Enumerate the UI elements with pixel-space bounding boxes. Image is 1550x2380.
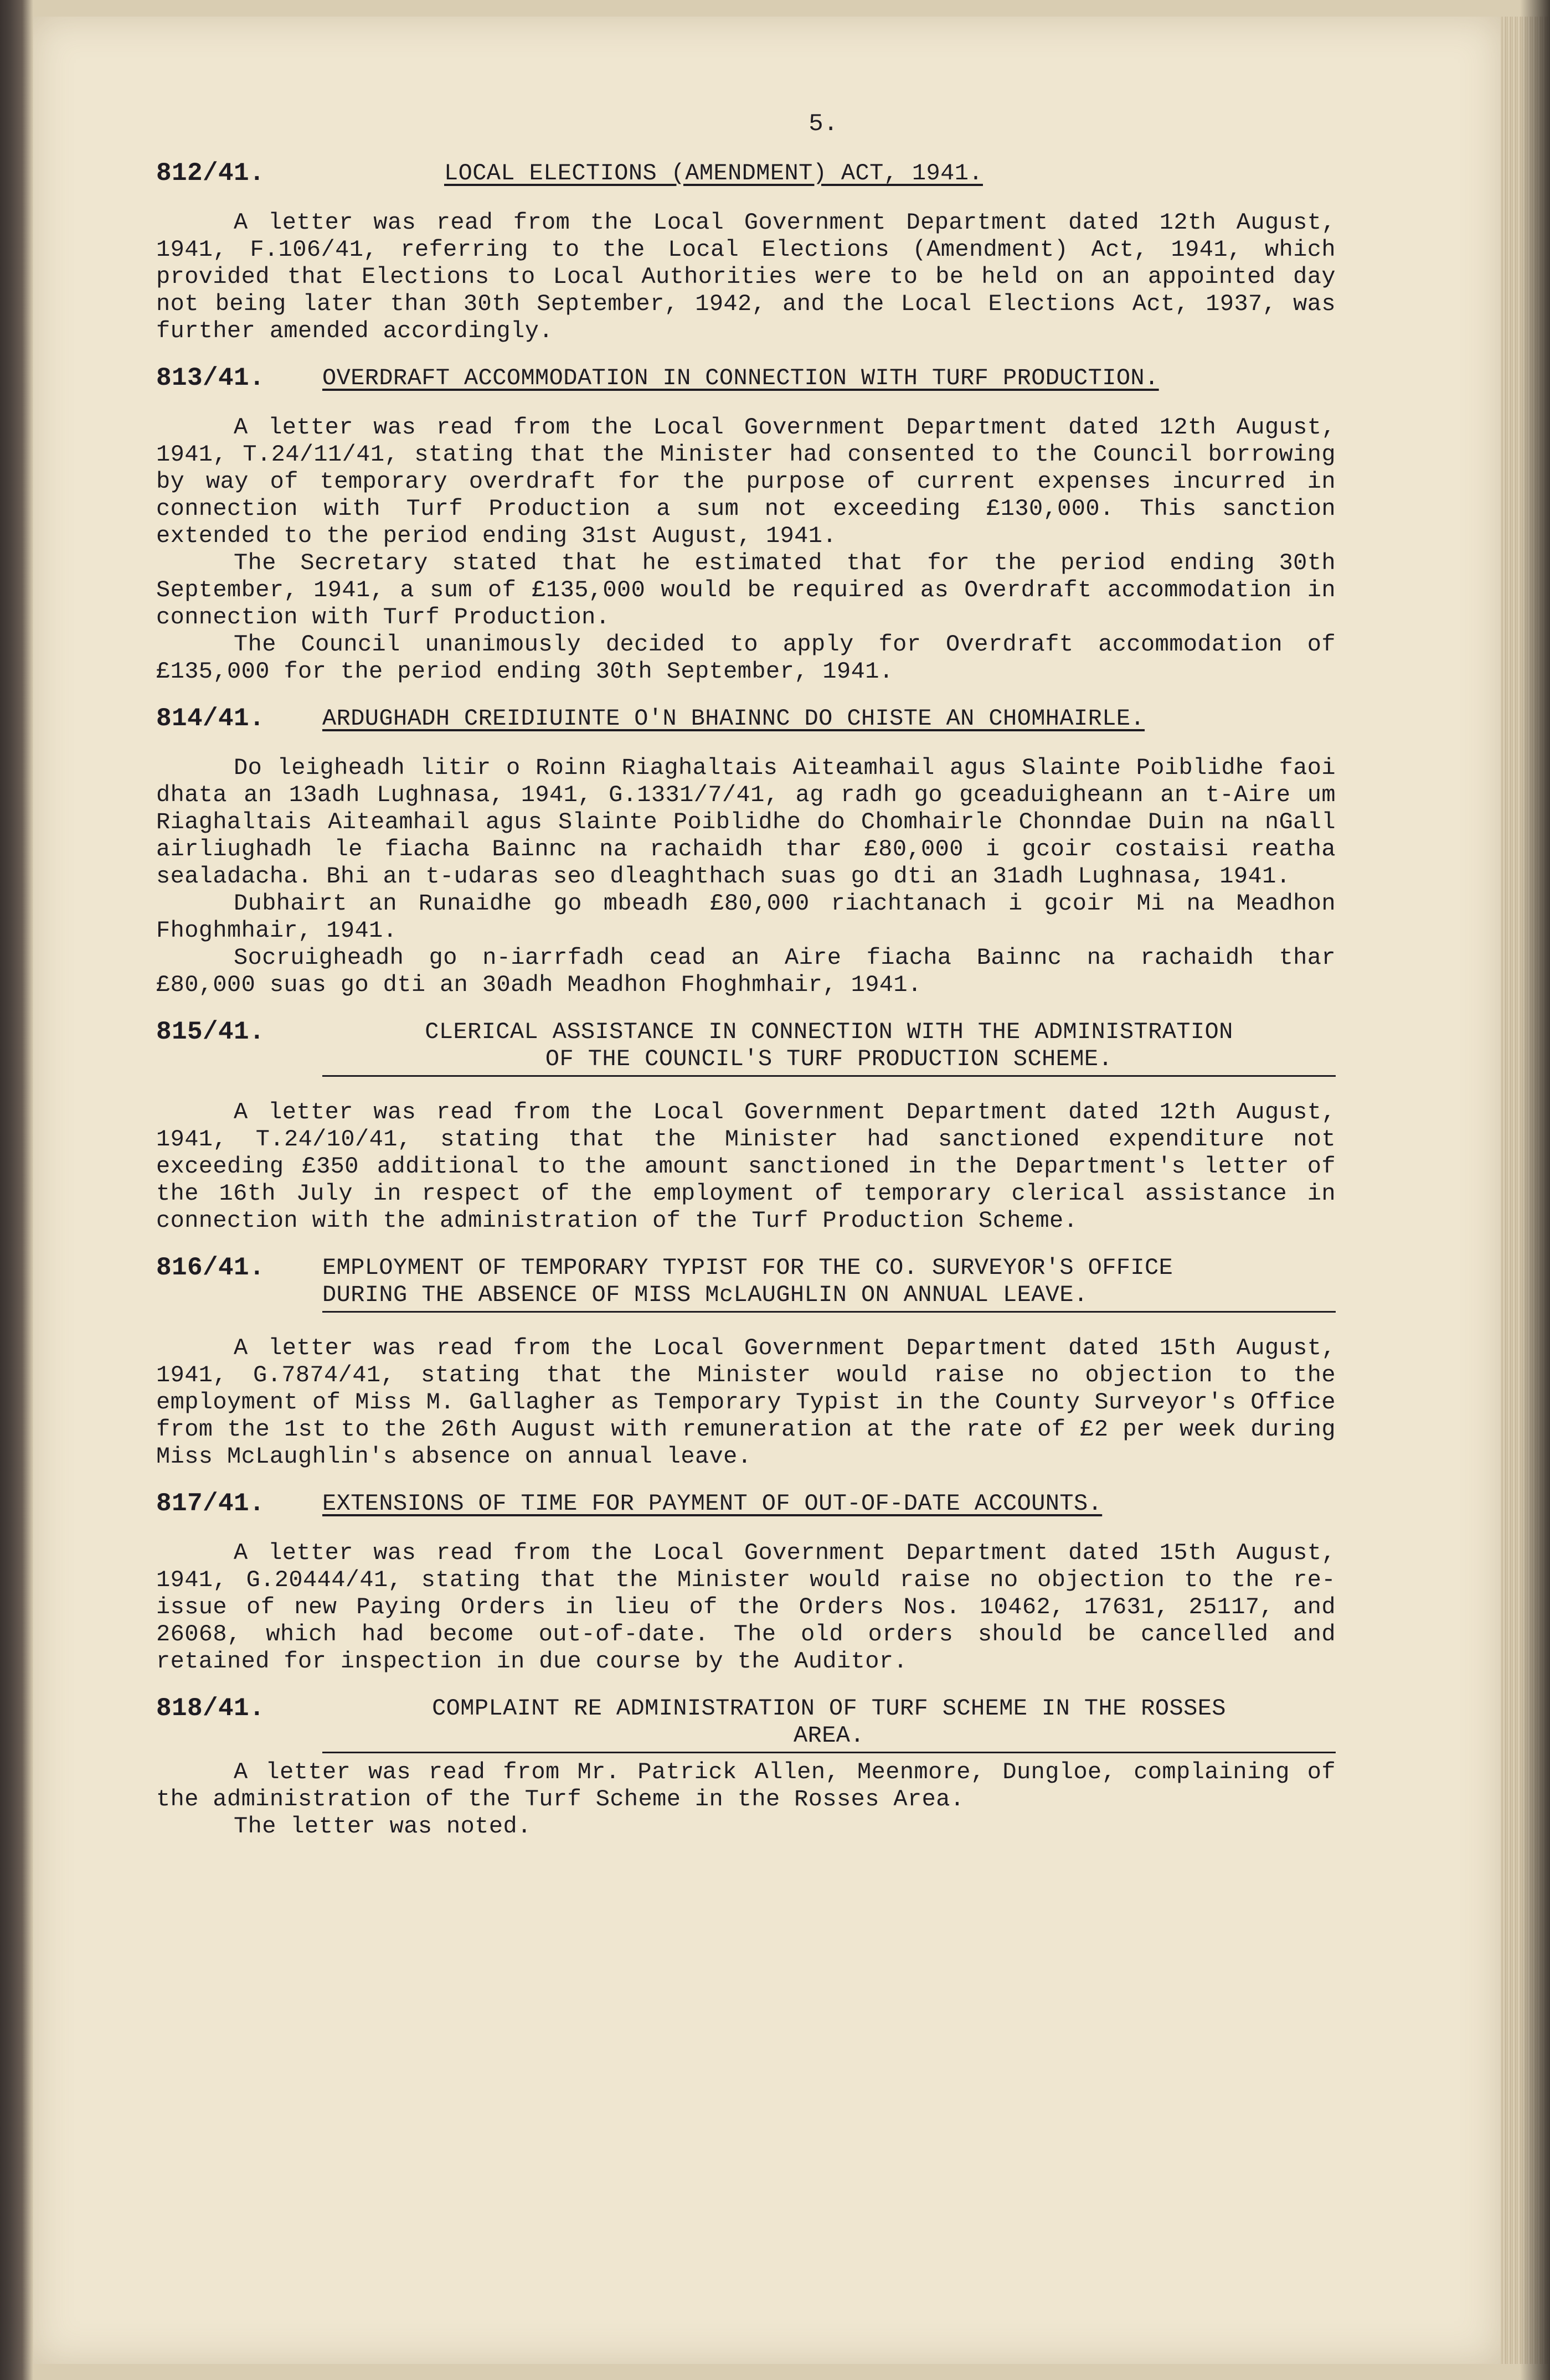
minute-paragraph: A letter was read from the Local Government Department dated 12th August, 1941, F.106/41, referring to the Local Elections (Amendment) Act, 1941, which provided that Elections to Local Authorities were to be held on an appointed day not being later than 30th September, 1942, and the Local Elections Act, 1937, was further amended accordingly.	[156, 209, 1336, 344]
minute-number: 815/41.	[156, 1018, 265, 1046]
minute-number: 816/41.	[156, 1253, 265, 1282]
minute-818	[156, 1695, 1336, 1840]
minute-heading	[156, 705, 1336, 732]
minute-heading	[156, 1019, 1336, 1077]
minute-title: COMPLAINT RE ADMINISTRATION OF TURF SCHEME IN THE ROSSES AREA.	[322, 1695, 1336, 1753]
minute-paragraph: Dubhairt an Runaidhe go mbeadh £80,000 riachtanach i gcoir Mi na Meadhon Fhoghmhair, 1941.	[156, 890, 1336, 944]
minute-paragraph: The letter was noted.	[234, 1813, 532, 1840]
minute-title: ARDUGHADH CREIDIUINTE O'N BHAINNC DO CHISTE AN CHOMHAIRLE.	[322, 705, 1145, 732]
minute-paragraph: A letter was read from Mr. Patrick Allen, Meenmore, Dungloe, complaining of the administration of the Turf Scheme in the Rosses Area.	[156, 1759, 1336, 1813]
minute-paragraph: A letter was read from the Local Government Department dated 15th August, 1941, G.7874/41, stating that the Minister would raise no objection to the employment of Miss M. Gallagher as Temporary Typist in the County Surveyor's Office from the 1st to the 26th August with remuneration at the rate of £2 per week during Miss McLaughlin's absence on annual leave.	[156, 1335, 1336, 1470]
minute-814	[156, 705, 1336, 999]
minute-title: EMPLOYMENT OF TEMPORARY TYPIST FOR THE CO. SURVEYOR'S OFFICE DURING THE ABSENCE OF MISS McLAUGHLIN ON ANNUAL LEAVE.	[322, 1254, 1336, 1313]
minute-813	[156, 365, 1336, 685]
minute-paragraph: Do leigheadh litir o Roinn Riaghaltais Aiteamhail agus Slainte Poiblidhe faoi dhata an 13adh Lughnasa, 1941, G.1331/7/41, ag radh go gceaduigheann an t-Aire um Riaghaltais Aiteamhail agus Slainte Poiblidhe do Chomhairle Chonndae Duin na nGall airliughadh le fiacha Bainnc na rachaidh thar £80,000 i gcoir costaisi reatha sealadacha. Bhi an t-udaras seo dleaghthach suas go dti an 31adh Lughnasa, 1941.	[156, 755, 1336, 890]
minute-heading	[156, 1490, 1336, 1517]
minute-number: 814/41.	[156, 704, 265, 733]
minute-paragraph: Socruigheadh go n-iarrfadh cead an Aire fiacha Bainnc na rachaidh thar £80,000 suas go dti an 30adh Meadhon Fhoghmhair, 1941.	[156, 944, 1336, 998]
minute-heading	[156, 160, 1336, 187]
minute-816	[156, 1254, 1336, 1470]
minute-paragraph: A letter was read from the Local Government Department dated 12th August, 1941, T.24/11/41, stating that the Minister had consented to the Council borrowing by way of temporary overdraft for the purpose of current expenses incurred in connection with Turf Production a sum not exceeding £130,000. This sanction extended to the period ending 31st August, 1941.	[156, 414, 1336, 549]
minute-number: 818/41.	[156, 1694, 265, 1723]
minute-paragraph: The Council unanimously decided to apply for Overdraft accommodation of £135,000 for the period ending 30th September, 1941.	[156, 631, 1336, 685]
minute-paragraph: The Secretary stated that he estimated that for the period ending 30th September, 1941, a sum of £135,000 would be required as Overdraft accommodation in connection with Turf Production.	[156, 550, 1336, 631]
minute-815	[156, 1019, 1336, 1235]
minute-paragraph: A letter was read from the Local Government Department dated 15th August, 1941, G.20444/41, stating that the Minister would raise no objection to the re-issue of new Paying Orders in lieu of the Orders Nos. 10462, 17631, 25117, and 26068, which had become out-of-date. The old orders should be cancelled and retained for inspection in due course by the Auditor.	[156, 1540, 1336, 1675]
minute-title: OVERDRAFT ACCOMMODATION IN CONNECTION WITH TURF PRODUCTION.	[322, 365, 1159, 391]
minute-number: 813/41.	[156, 364, 265, 393]
binding-shadow	[1520, 0, 1550, 2380]
minute-number: 812/41.	[156, 159, 265, 188]
minute-817	[156, 1490, 1336, 1675]
minute-paragraph: A letter was read from the Local Government Department dated 12th August, 1941, T.24/10/41, stating that the Minister had sanctioned expenditure not exceeding £350 additional to the amount sanctioned in the Department's letter of the 16th July in respect of the employment of temporary clerical assistance in connection with the administration of the Turf Production Scheme.	[156, 1099, 1336, 1234]
minute-812	[156, 160, 1336, 345]
minute-title: CLERICAL ASSISTANCE IN CONNECTION WITH THE ADMINISTRATION OF THE COUNCIL'S TURF PRODUCTION SCHEME.	[322, 1019, 1336, 1077]
minute-title: LOCAL ELECTIONS (AMENDMENT) ACT, 1941.	[444, 160, 983, 187]
minute-title: EXTENSIONS OF TIME FOR PAYMENT OF OUT-OF-DATE ACCOUNTS.	[322, 1490, 1103, 1517]
typed-minutes	[156, 111, 1336, 1860]
minute-heading	[156, 1254, 1336, 1313]
minute-heading	[156, 1695, 1336, 1753]
page-number: 5.	[809, 110, 838, 138]
minute-heading	[156, 365, 1336, 392]
minute-number: 817/41.	[156, 1489, 265, 1518]
